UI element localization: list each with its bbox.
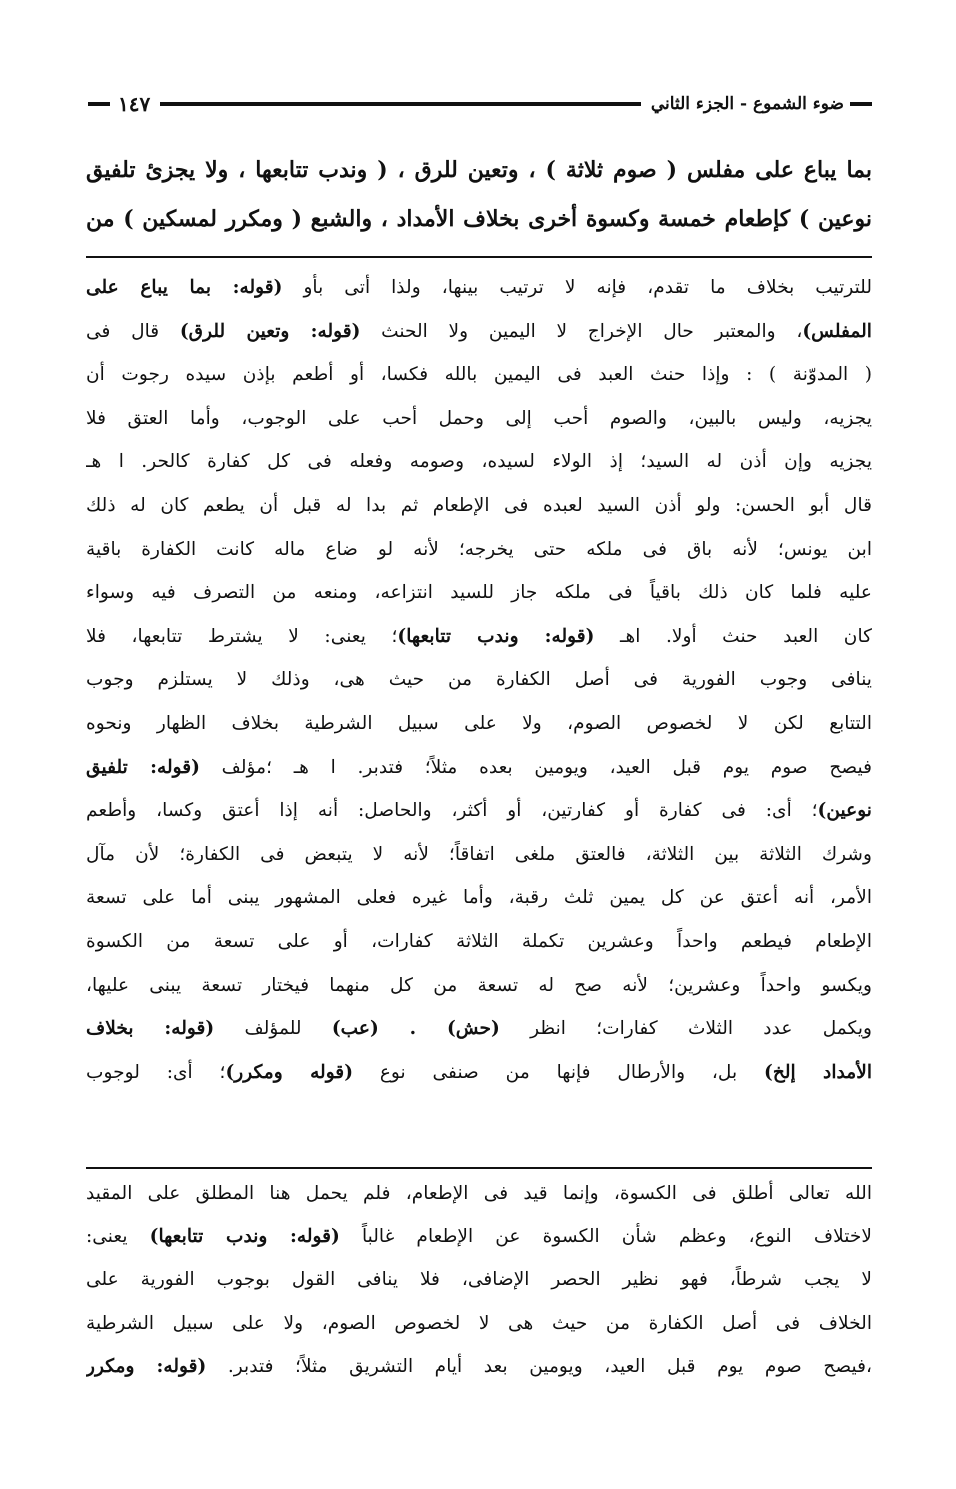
main-text-line: نوعين ) كإطعام خمسة وكسوة أخرى بخلاف الأمداد ، والشبع ( ومكرر لمسكين ) من <box>86 206 872 232</box>
commentary-line: وشرك الثلاثة بين الثلاثة، فالعتق ملغى اتفاقاً؛ لأنه لا يتبعض فى الكفارة؛ لأن مآل <box>86 843 872 865</box>
quoted-lemma: الأمداد إلخ) <box>764 1061 872 1083</box>
header-dash-right <box>850 102 872 106</box>
main-text <box>86 146 872 244</box>
commentary-line: ابن يونس؛ لأنه باق فى ملكه حتى يخرجه؛ لأنه لو ضاع ماله كانت الكفارة باقية <box>86 538 872 560</box>
header-title: ضوء الشموع - الجزء الثاني <box>650 94 844 114</box>
main-text-line: بما يباع على مفلس ( صوم ثلاثة ) ، وتعين للرق ، ( وندب تتابعها ، ولا يجزئ تلفيق <box>86 157 872 183</box>
commentary-line: ينافى وجوب الفورية فى أصل الكفارة من حيث هى، وذلك لا يستلزم وجوب <box>86 669 872 691</box>
footnote-line: الخلاف فى أصل الكفارة من حيث هى لا لخصوص الصوم، ولا على سبيل الشرطية <box>86 1312 872 1334</box>
footnote-divider <box>86 1167 872 1169</box>
commentary-line: يجزيه، وليس بالبين، والصوم أحب إلى وحمل أحب على الوجوب، وأما العتق فلا <box>86 407 872 429</box>
main-text-divider <box>86 256 872 258</box>
quoted-lemma: (قوله: ومكرر <box>86 1355 207 1377</box>
header-dash-left <box>88 102 110 106</box>
commentary-line: الإطعام فيطعم واحداً وعشرين تكملة الثلاثة كفارات، أو على تسعة من الكسوة <box>86 930 872 952</box>
quoted-lemma: (قوله: وندب تتابعها) <box>397 625 595 647</box>
footnote-line: الله تعالى أطلق فى الكسوة، وإنما قيد فى الإطعام، فلم يحمل هنا المطلق على المقيد <box>86 1183 872 1204</box>
commentary-line: المفلس)، والمعتبر حال الإخراج لا اليمين ولا الحنث (قوله: وتعين للرق) قال فى <box>86 320 872 342</box>
commentary-line: ( المدوّنة ) : وإذا حنث العبد فى اليمين بالله فكسا، أو أطعم بإذن سيده رجوت أن <box>86 364 872 386</box>
commentary-line: ويكسو واحداً وعشرين؛ لأنه صح له تسعة من كل منهما فيختار تسعة يبنى عليها، <box>86 974 872 996</box>
header-rule <box>160 102 641 106</box>
commentary-line: ويكمل عدد الثلاث كفارات؛ انظر (حش) . (عب) للمؤلف (قوله: بخلاف <box>86 1018 872 1040</box>
running-header <box>88 92 872 116</box>
commentary-line: فيصح صوم يوم قبل العيد، ويومين بعده مثلاً؛ فتدبر. ا هـ ؛مؤلف (قوله: تلفيق <box>86 756 872 778</box>
commentary-line: قال أبو الحسن: ولو أذن السيد لعبده فى الإطعام ثم بدا له قبل أن يطعم كان له ذلك <box>86 494 872 516</box>
quoted-lemma: (قوله ومكرر) <box>225 1061 353 1083</box>
commentary-line: يجزيه وإن أذن له السيد؛ إذ الولاء لسيده، وصومه وفعله فى كل كفارة كالحر. ا هـ <box>86 451 872 473</box>
commentary-line: عليه فلما كان ذلك باقياً فى ملكه جاز للسيد انتزاعه، ومنعه من التصرف فيه وسواء <box>86 582 872 604</box>
quoted-lemma: نوعين) <box>817 800 872 822</box>
commentary-text <box>86 266 872 1094</box>
commentary-line: نوعين)؛ أى: فى كفارة أو كفارتين، أو أكثر، والحاصل: أنه إذا أعتق وكسا، وأطعم <box>86 800 872 822</box>
commentary-line: كان العبد حنث أولا. اهـ (قوله: وندب تتابعها)؛ يعنى: لا يشترط تتابعها، فلا <box>86 625 872 647</box>
footnote-line: لا يجب شرطاً، فهو نظير الحصر الإضافى، فلا ينافى القول بوجوب الفورية على <box>86 1269 872 1291</box>
quoted-lemma: (قوله: تلفيق <box>86 756 200 778</box>
commentary-line: الأمداد إلخ) بل، والأرطال فإنها من صنفى نوع (قوله ومكرر)؛ أى: لوجوب <box>86 1061 872 1083</box>
quoted-lemma: (قوله: وتعين للرق) <box>179 320 361 342</box>
quoted-lemma: (قوله: وندب تتابعها) <box>149 1226 340 1248</box>
quoted-lemma: (حش) . (عب) <box>331 1018 500 1040</box>
quoted-lemma: المفلس) <box>802 320 872 342</box>
commentary-line: التتابع لكن لا لخصوص الصوم، ولا على سبيل الشرطية بخلاف الظهار ونحوه <box>86 712 872 734</box>
commentary-line: الأمر، أنه أعتق عن كل يمين ثلث رقبة، وأما غيره فعلى المشهور يبنى أما على تسعة <box>86 887 872 909</box>
footnote-line: ،فيصح صوم يوم قبل العيد، ويومين بعد أيام التشريق مثلاً؛ فتدبر. (قوله: ومكرر <box>86 1355 872 1377</box>
quoted-lemma: (قوله: بخلاف <box>86 1018 215 1040</box>
page-number: ١٤٧ <box>118 92 151 116</box>
footnote-text <box>86 1172 872 1388</box>
quoted-lemma: (قوله: بما يباع على <box>86 277 283 298</box>
commentary-line: للترتيب بخلاف ما تقدم، فإنه لا ترتيب بينها، ولذا أتى بأو (قوله: بما يباع على <box>86 277 872 298</box>
footnote-line: لاختلاف النوع، وعظم شأن الكسوة عن الإطعام غالباً (قوله: وندب تتابعها) يعنى: <box>86 1226 872 1248</box>
